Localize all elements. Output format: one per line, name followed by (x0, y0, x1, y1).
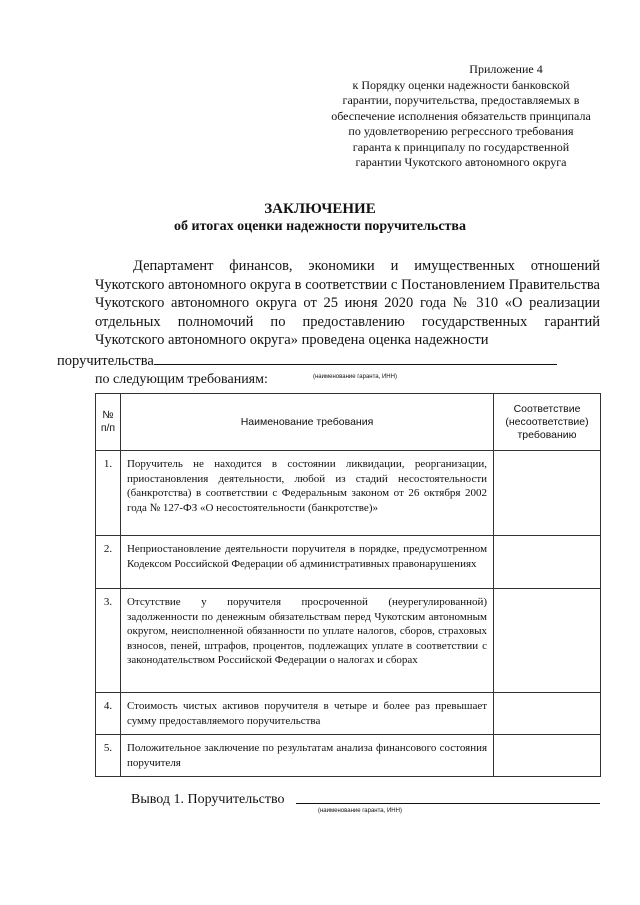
row-requirement: Поручитель не находится в состоянии ликвидации, реорганизации, приостановления деятельности, любой из стадий несостоятельности (банкротства) в соответствии с Федеральным законом от 26 октября 2002 года № 127-ФЗ «О несостоятельности (банкротстве)» (120, 451, 493, 536)
row-compliance-cell[interactable] (494, 536, 601, 589)
row-number: 1. (96, 451, 121, 536)
row-number: 4. (96, 693, 121, 735)
appendix-line: Приложение 4 (469, 62, 543, 76)
table-row (96, 589, 601, 693)
appendix-line: гаранта к принципалу по государственной (352, 139, 570, 154)
intro-text: Департамент финансов, экономики и имущественных отношений Чукотского автономного округа в соответствии с Постановлением Правительства Чукотского автономного округа от 25 июня 2020 года № 310 «О реализации отдельных полномочий по предоставлению государственных гарантий Чукотского автономного округа» проведена оценка надежности (95, 258, 600, 349)
header-number: № п/п (96, 394, 121, 451)
row-compliance-cell[interactable] (494, 735, 601, 777)
row-requirement: Положительное заключение по результатам анализа финансового состояния поручителя (120, 735, 493, 777)
appendix-line: по удовлетворению регрессного требования (348, 124, 574, 138)
intro-tail: поручительства (57, 352, 154, 369)
table-row (96, 693, 601, 735)
requirements-table (95, 393, 601, 777)
guarantor-name-field[interactable] (154, 350, 557, 365)
row-requirement: Отсутствие у поручителя просроченной (неурегулированной) задолженности по денежным обязательствам перед Чукотским автономным округом, неисполненной обязанности по уплате налогов, сборов, страховых взносов, пеней, штрафов, процентов, подлежащих уплате в соответствии с законодательством Российской Федерации о налогах и сборах (120, 589, 493, 693)
appendix-line: гарантии, поручительства, предоставляемых в (342, 93, 580, 107)
row-number: 2. (96, 536, 121, 589)
row-requirement: Неприостановление деятельности поручителя в порядке, предусмотренном Кодексом Российской Федерации об административных правонарушениях (120, 536, 493, 589)
row-compliance-cell[interactable] (494, 693, 601, 735)
row-compliance-cell[interactable] (494, 589, 601, 693)
document-subtitle: об итогах оценки надежности поручительства (174, 219, 466, 234)
requirements-label: по следующим требованиям: (95, 372, 268, 387)
row-compliance-cell[interactable] (494, 451, 601, 536)
row-number: 3. (96, 589, 121, 693)
intro-paragraph (57, 257, 600, 386)
document-title: ЗАКЛЮЧЕНИЕ (264, 201, 376, 217)
appendix-block (318, 62, 604, 171)
row-number: 5. (96, 735, 121, 777)
conclusion-name-field[interactable] (296, 803, 600, 804)
appendix-line: к Порядку оценки надежности банковской (352, 77, 570, 92)
table-header-row (96, 394, 601, 451)
appendix-line: гарантии Чукотского автономного округа (355, 155, 567, 169)
table-row (96, 451, 601, 536)
row-requirement: Стоимость чистых активов поручителя в четыре и более раз превышает сумму предоставляемого поручительства (120, 693, 493, 735)
conclusion-hint: (наименование гаранта, ИНН) (318, 808, 402, 814)
table-row (96, 735, 601, 777)
appendix-line: обеспечение исполнения обязательств принципала (331, 108, 591, 123)
conclusion-label: Вывод 1. Поручительство (131, 792, 285, 807)
header-compliance: Соответствие (несоответствие) требованию (494, 394, 601, 451)
guarantor-hint: (наименование гаранта, ИНН) (313, 373, 397, 380)
table-row (96, 536, 601, 589)
header-requirement: Наименование требования (120, 394, 493, 451)
